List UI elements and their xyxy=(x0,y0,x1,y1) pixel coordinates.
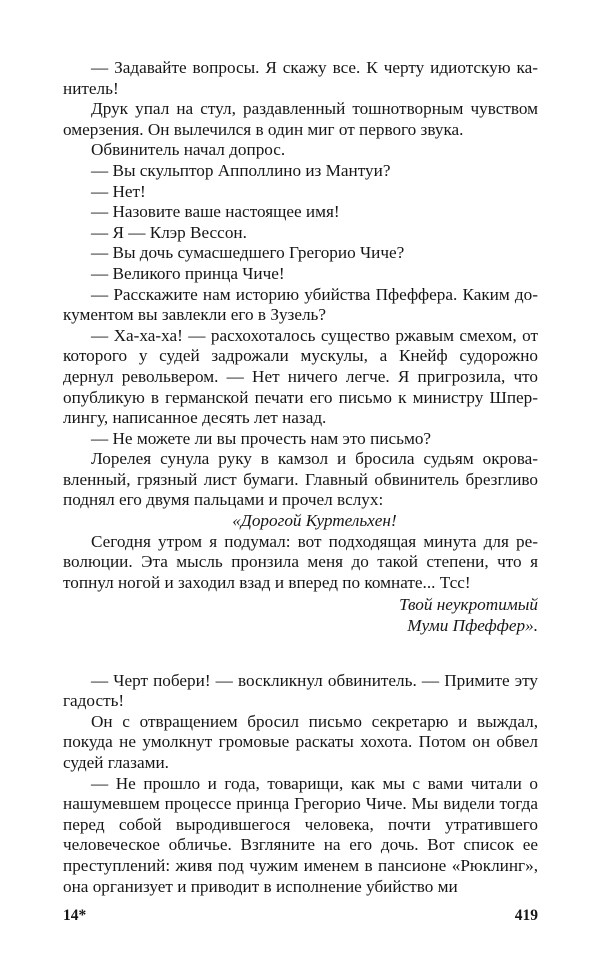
paragraph: — Не можете ли вы прочесть нам это письмо? xyxy=(91,428,432,448)
paragraph: — Ха-ха-ха! — расхохоталось существо ржавым смехом, от которого у судей задрожали мускулы, а Кнейф судорожно дернул револьвером. — Нет ничего легче. Я пригрозила, что опубликую в германской печати его письмо к министру Шперлингу, написанное десять лет назад. xyxy=(63,325,538,428)
paragraph: — Нет! xyxy=(91,181,146,201)
paragraph: — Расскажите нам историю убийства Пфеффера. Каким документом вы завлекли его в Зузель? xyxy=(63,284,538,325)
paragraph: Друк упал на стул, раздавленный тошнотворным чувством омерзения. Он вылечился в один миг от первого звука. xyxy=(63,99,538,139)
letter-signature-block xyxy=(63,595,538,636)
section-gap xyxy=(63,637,538,671)
page-number: 419 xyxy=(514,907,538,924)
quoted-letter xyxy=(63,511,538,637)
letter-salutation: «Дорогой Куртельхен! xyxy=(232,511,397,531)
page-footer xyxy=(63,907,538,925)
letter-text: Сегодня утром я подумал: вот подходящая минута для революции. Эта мысль пронзила меня до такой степени, что я топнул ногой и заходил взад и вперед по комнате... Тсс! xyxy=(63,531,538,592)
paragraph: — Я — Клэр Вессон. xyxy=(91,222,247,242)
paragraph: — Черт побери! — воскликнул обвинитель. — Примите эту гадость! xyxy=(63,670,538,711)
paragraph: — Вы дочь сумасшедшего Грегорио Чиче? xyxy=(91,243,405,263)
paragraph: — Вы скульптор Апполлино из Мантуи? xyxy=(91,160,391,180)
paragraph: Обвинитель начал допрос. xyxy=(91,140,286,160)
letter-signature: Муми Пфеффер». xyxy=(407,616,538,636)
paragraph: — Задавайте вопросы. Я скажу все. К черту идиотскую канитель! xyxy=(63,58,538,98)
signature-mark: 14* xyxy=(63,907,87,924)
paragraph: Лорелея сунула руку в камзол и бросила судьям окровавленный, грязный лист бумаги. Главный обвинитель брезгливо поднял его двумя пальцами и прочел вслух: xyxy=(63,449,538,510)
paragraph: — Великого принца Чиче! xyxy=(91,263,285,283)
paragraph: — Назовите ваше настоящее имя! xyxy=(91,202,340,222)
paragraph: — Не прошло и года, товарищи, как мы с вами читали о нашумевшем процессе принца Грегорио Чиче. Мы видели тогда перед собой выродившегося человека, почти утратившего человеческое обличье. Взгляните на его дочь. Вот список ее преступлений: живя под чужим именем в пансионе «Рюклинг», она организует и приводит в исполнение убийство ми xyxy=(63,773,538,896)
letter-closing: Твой неукротимый xyxy=(399,595,538,615)
body-text xyxy=(63,58,538,897)
paragraph: Он с отвращением бросил письмо секретарю и выждал, покуда не умолкнут громовые раскаты хохота. Потом он обвел судей глазами. xyxy=(63,711,538,772)
